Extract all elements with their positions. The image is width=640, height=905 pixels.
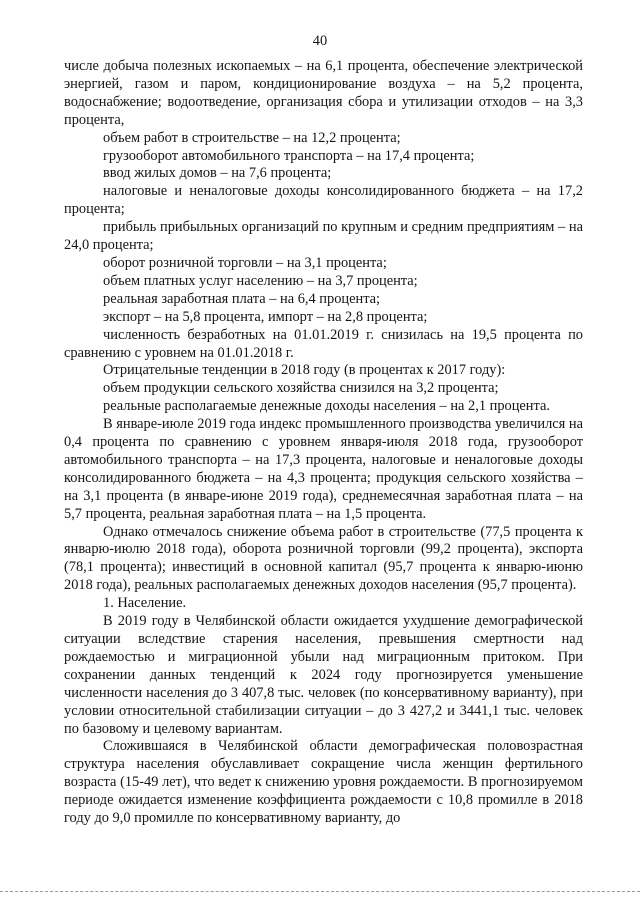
paragraph: прибыль прибыльных организаций по крупным и средним предприятиям – на 24,0 процента; bbox=[64, 219, 583, 254]
page-number: 40 bbox=[312, 33, 328, 49]
paragraph: реальные располагаемые денежные доходы населения – на 2,1 процента. bbox=[103, 398, 550, 415]
paragraph: реальная заработная плата – на 6,4 процента; bbox=[103, 290, 381, 307]
paragraph: В 2019 году в Челябинской области ожидается ухудшение демографической ситуации вследствие старения населения, превышения смертности над рождаемостью и миграционной убыли над миграционным притоком. При сохранении данных тенденций к 2024 году прогнозируется уменьшение численности населения до 3 407,8 тыс. человек (по консервативному варианту), при условии относительной стабилизации ситуации – до 3 427,2 и 3441,1 тыс. человек по базовому и целевому вариантам. bbox=[64, 613, 583, 737]
paragraph: оборот розничной торговли – на 3,1 процента; bbox=[103, 254, 387, 271]
scan-edge-line bbox=[0, 891, 640, 893]
document-body bbox=[64, 58, 583, 828]
paragraph: налоговые и неналоговые доходы консолидированного бюджета – на 17,2 процента; bbox=[64, 183, 583, 218]
paragraph: экспорт – на 5,8 процента, импорт – на 2,8 процента; bbox=[103, 308, 428, 325]
paragraph: ввод жилых домов – на 7,6 процента; bbox=[103, 165, 332, 182]
paragraph: числе добыча полезных ископаемых – на 6,1 процента, обеспечение электрической энергией, газом и паром, кондиционирование воздуха – на 5,2 процента, водоснабжение; водоотведение, организация сбора и утилизации отходов – на 3,3 процента, bbox=[64, 58, 583, 128]
paragraph: численность безработных на 01.01.2019 г. снизилась на 19,5 процента по сравнению с уровнем на 01.01.2018 г. bbox=[64, 326, 583, 361]
paragraph: 1. Население. bbox=[103, 595, 187, 612]
paragraph: Однако отмечалось снижение объема работ в строительстве (77,5 процента к январю-июлю 2018 года), оборота розничной торговли (99,2 процента), экспорта (78,1 процента); инвестиций в основной капитал (95,7 процента к январю-июню 2018 года), реальных располагаемых денежных доходов населения (95,7 процента). bbox=[64, 523, 583, 594]
paragraph: объем продукции сельского хозяйства снизился на 3,2 процента; bbox=[103, 380, 499, 397]
paragraph: грузооборот автомобильного транспорта – на 17,4 процента; bbox=[103, 147, 475, 164]
paragraph: объем работ в строительстве – на 12,2 процента; bbox=[103, 129, 401, 146]
paragraph: В январе-июле 2019 года индекс промышленного производства увеличился на 0,4 процента по сравнению с уровнем января-июля 2018 года, грузооборот автомобильного транспорта – на 17,3 процента, налоговые и неналоговые доходы консолидированного бюджета – на 4,3 процента; продукция сельского хозяйства – на 3,1 процента (в январе-июне 2019 года), среднемесячная заработная плата – на 5,7 процента, реальная заработная плата – на 1,5 процента. bbox=[64, 416, 583, 522]
paragraph: Отрицательные тенденции в 2018 году (в процентах к 2017 году): bbox=[103, 362, 506, 379]
paragraph: объем платных услуг населению – на 3,7 процента; bbox=[103, 272, 418, 289]
paragraph: Сложившаяся в Челябинской области демографическая половозрастная структура населения обуславливает сокращение числа женщин фертильного возраста (15-49 лет), что ведет к снижению уровня рождаемости. В прогнозируемом периоде ожидается изменение коэффициента рождаемости с 10,8 промилле в 2018 году до 9,0 промилле по консервативному варианту, до bbox=[64, 738, 583, 827]
